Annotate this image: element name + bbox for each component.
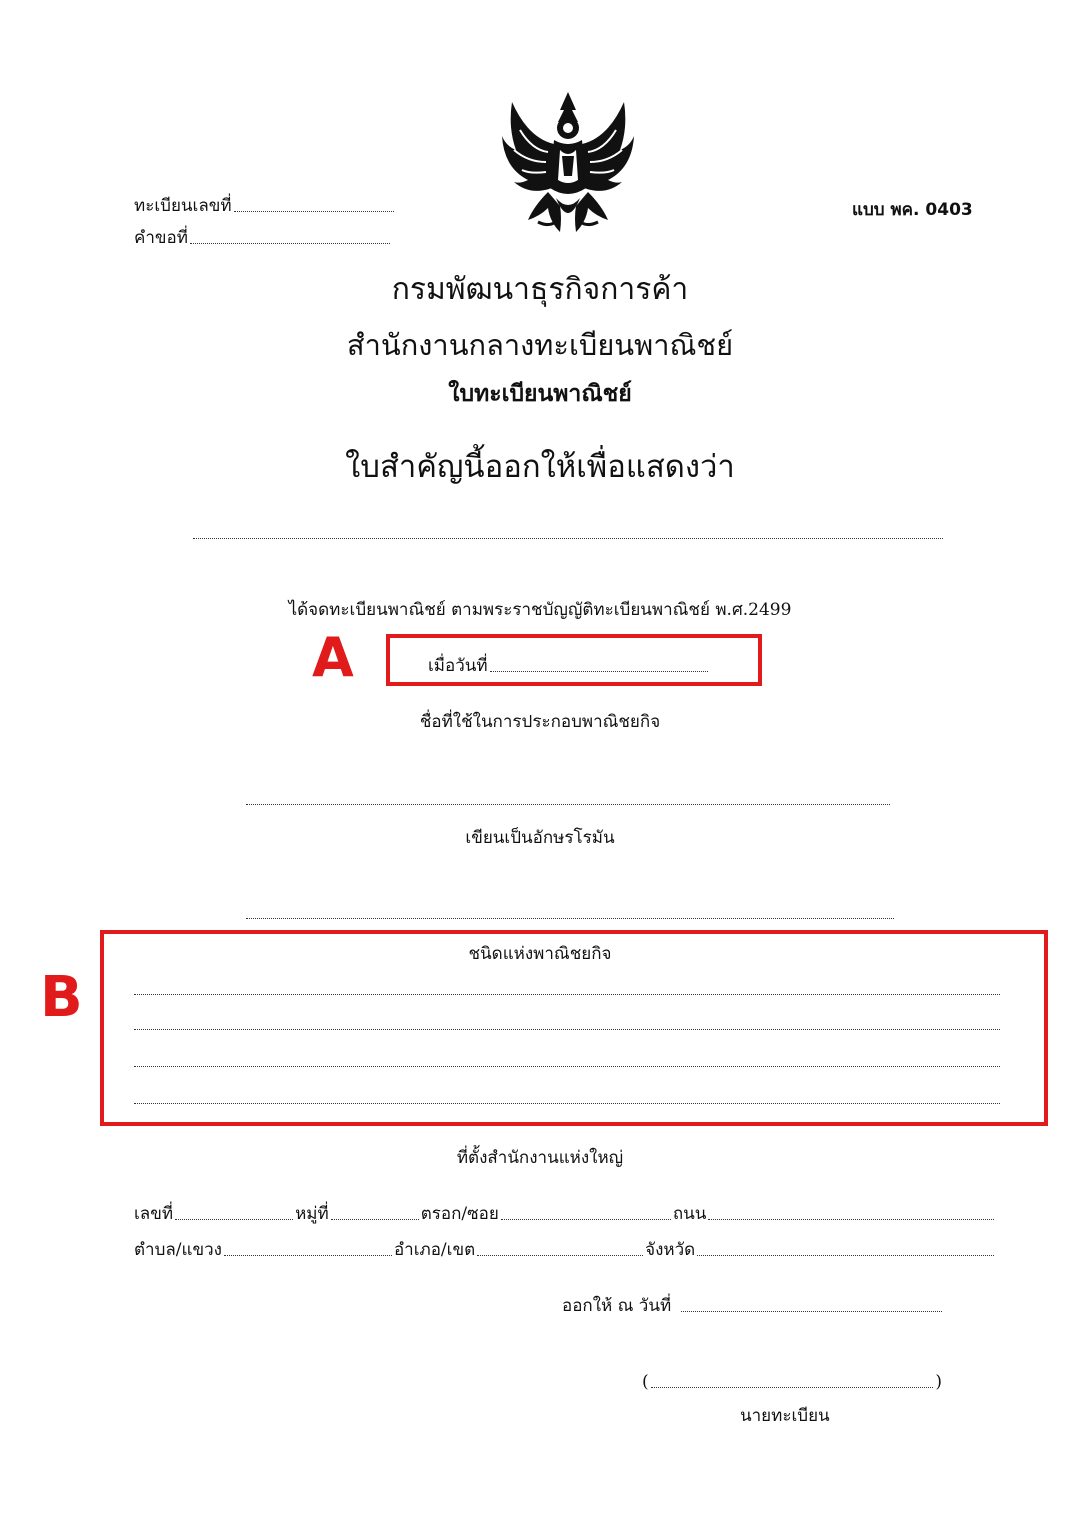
request-number-blank (190, 243, 390, 244)
address-province-blank (697, 1255, 994, 1256)
annotation-marker-b: B (40, 965, 83, 1030)
signature-close-paren: ) (935, 1372, 942, 1392)
annotation-marker-a: A (312, 626, 354, 689)
roman-name-label: เขียนเป็นอักษรโรมัน (465, 828, 615, 848)
address-subdistrict-blank (224, 1255, 392, 1256)
request-number-field (134, 228, 392, 248)
business-type-line-2 (134, 1029, 1000, 1030)
address-district-blank (477, 1255, 643, 1256)
address-soi-label: ตรอก/ซอย (420, 1204, 499, 1224)
registration-act-text: ได้จดทะเบียนพาณิชย์ ตามพระราชบัญญัติทะเบียนพาณิชย์ พ.ศ.2499 (288, 600, 792, 620)
issued-date-field (562, 1296, 944, 1316)
office-title: สำนักงานกลางทะเบียนพาณิชย์ (346, 328, 734, 362)
registration-date-blank (490, 671, 708, 672)
address-road-label: ถนน (672, 1204, 707, 1224)
address-soi-blank (501, 1219, 671, 1220)
address-road-blank (708, 1219, 994, 1220)
head-office-label: ที่ตั้งสำนักงานแห่งใหญ่ (456, 1148, 624, 1168)
address-moo-label: หมู่ที่ (295, 1204, 329, 1224)
issued-date-blank (681, 1311, 942, 1312)
roman-name-line (246, 918, 894, 919)
signature-blank (651, 1387, 934, 1388)
business-type-label: ชนิดแห่งพาณิชยกิจ (468, 944, 612, 964)
business-type-line-3 (134, 1066, 1000, 1067)
document-title: ใบทะเบียนพาณิชย์ (448, 380, 632, 407)
address-district-label: อำเภอ/เขต (393, 1240, 476, 1260)
request-number-label: คำขอที่ (134, 228, 188, 248)
form-code: แบบ พค. 0403 (852, 200, 973, 220)
holder-name-line (193, 538, 943, 539)
registration-number-label: ทะเบียนเลขที่ (134, 196, 232, 216)
issued-date-label: ออกให้ ณ วันที่ (562, 1296, 672, 1316)
registration-number-field (134, 196, 396, 216)
registration-number-blank (234, 211, 394, 212)
address-moo-blank (331, 1219, 419, 1220)
business-name-label: ชื่อที่ใช้ในการประกอบพาณิชยกิจ (419, 712, 661, 732)
address-province-label: จังหวัด (645, 1240, 696, 1260)
garuda-emblem-icon (498, 88, 638, 238)
department-title: กรมพัฒนาธุรกิจการค้า (391, 272, 689, 307)
business-type-line-4 (134, 1103, 1000, 1104)
business-name-line (246, 804, 890, 805)
business-type-line-1 (134, 994, 1000, 995)
address-subdistrict-label: ตำบล/แขวง (134, 1240, 222, 1260)
address-row-1 (134, 1204, 996, 1224)
registration-date-label: เมื่อวันที่ (428, 656, 488, 676)
address-number-label: เลขที่ (134, 1204, 174, 1224)
certify-statement: ใบสำคัญนี้ออกให้เพื่อแสดงว่า (345, 449, 735, 485)
registrar-title: นายทะเบียน (740, 1406, 830, 1426)
address-row-2 (134, 1240, 996, 1260)
signature-field (642, 1372, 942, 1392)
registration-date-field (428, 656, 710, 676)
address-number-blank (175, 1219, 293, 1220)
signature-open-paren: ( (642, 1372, 649, 1392)
